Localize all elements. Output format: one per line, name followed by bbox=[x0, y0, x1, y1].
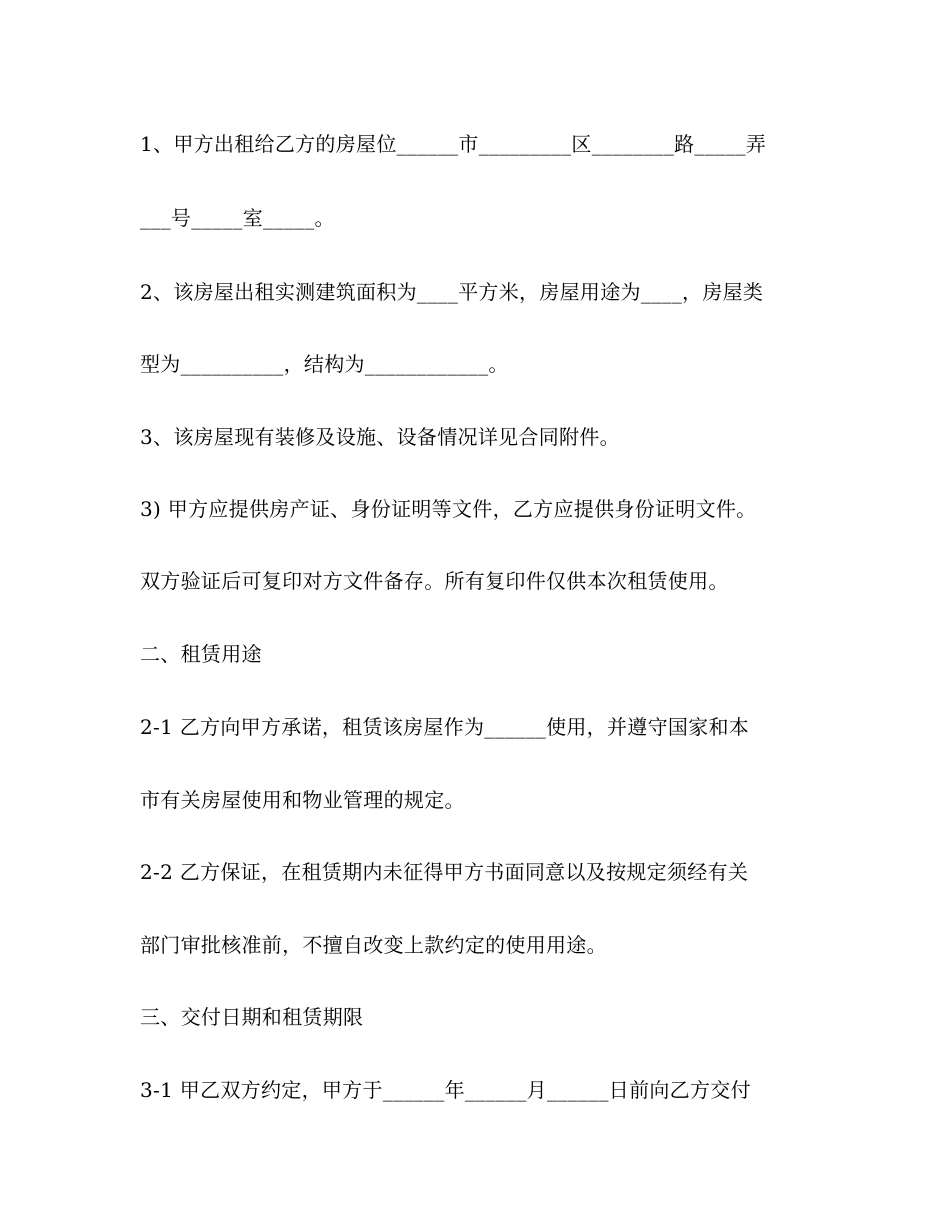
text-line: 型为__________，结构为____________。 bbox=[140, 352, 509, 376]
text-line: 市有关房屋使用和物业管理的规定。 bbox=[140, 788, 465, 812]
text-line: 2-2 乙方保证，在租赁期内未征得甲方书面同意以及按规定须经有关 bbox=[140, 860, 749, 884]
text-line: 部门审批核准前，不擅自改变上款约定的使用用途。 bbox=[140, 933, 607, 957]
section-heading: 二、租赁用途 bbox=[140, 642, 262, 666]
text-line: ___号_____室_____。 bbox=[140, 206, 335, 230]
text-line: 双方验证后可复印对方文件备存。所有复印件仅供本次租赁使用。 bbox=[140, 569, 729, 593]
text-line: 3、该房屋现有装修及设施、设备情况详见合同附件。 bbox=[140, 425, 620, 449]
text-line: 1、甲方出租给乙方的房屋位______市_________区________路_____弄 bbox=[140, 132, 767, 156]
text-line: 2、该房屋出租实测建筑面积为____平方米，房屋用途为____，房屋类 bbox=[140, 280, 764, 304]
text-line: 2-1 乙方向甲方承诺，租赁该房屋作为______使用，并遵守国家和本 bbox=[140, 715, 750, 739]
text-line: 3-1 甲乙双方约定，甲方于______年______月______日前向乙方交付 bbox=[140, 1078, 751, 1102]
section-heading: 三、交付日期和租赁期限 bbox=[140, 1005, 364, 1029]
text-line: 3) 甲方应提供房产证、身份证明等文件，乙方应提供身份证明文件。 bbox=[140, 497, 757, 521]
